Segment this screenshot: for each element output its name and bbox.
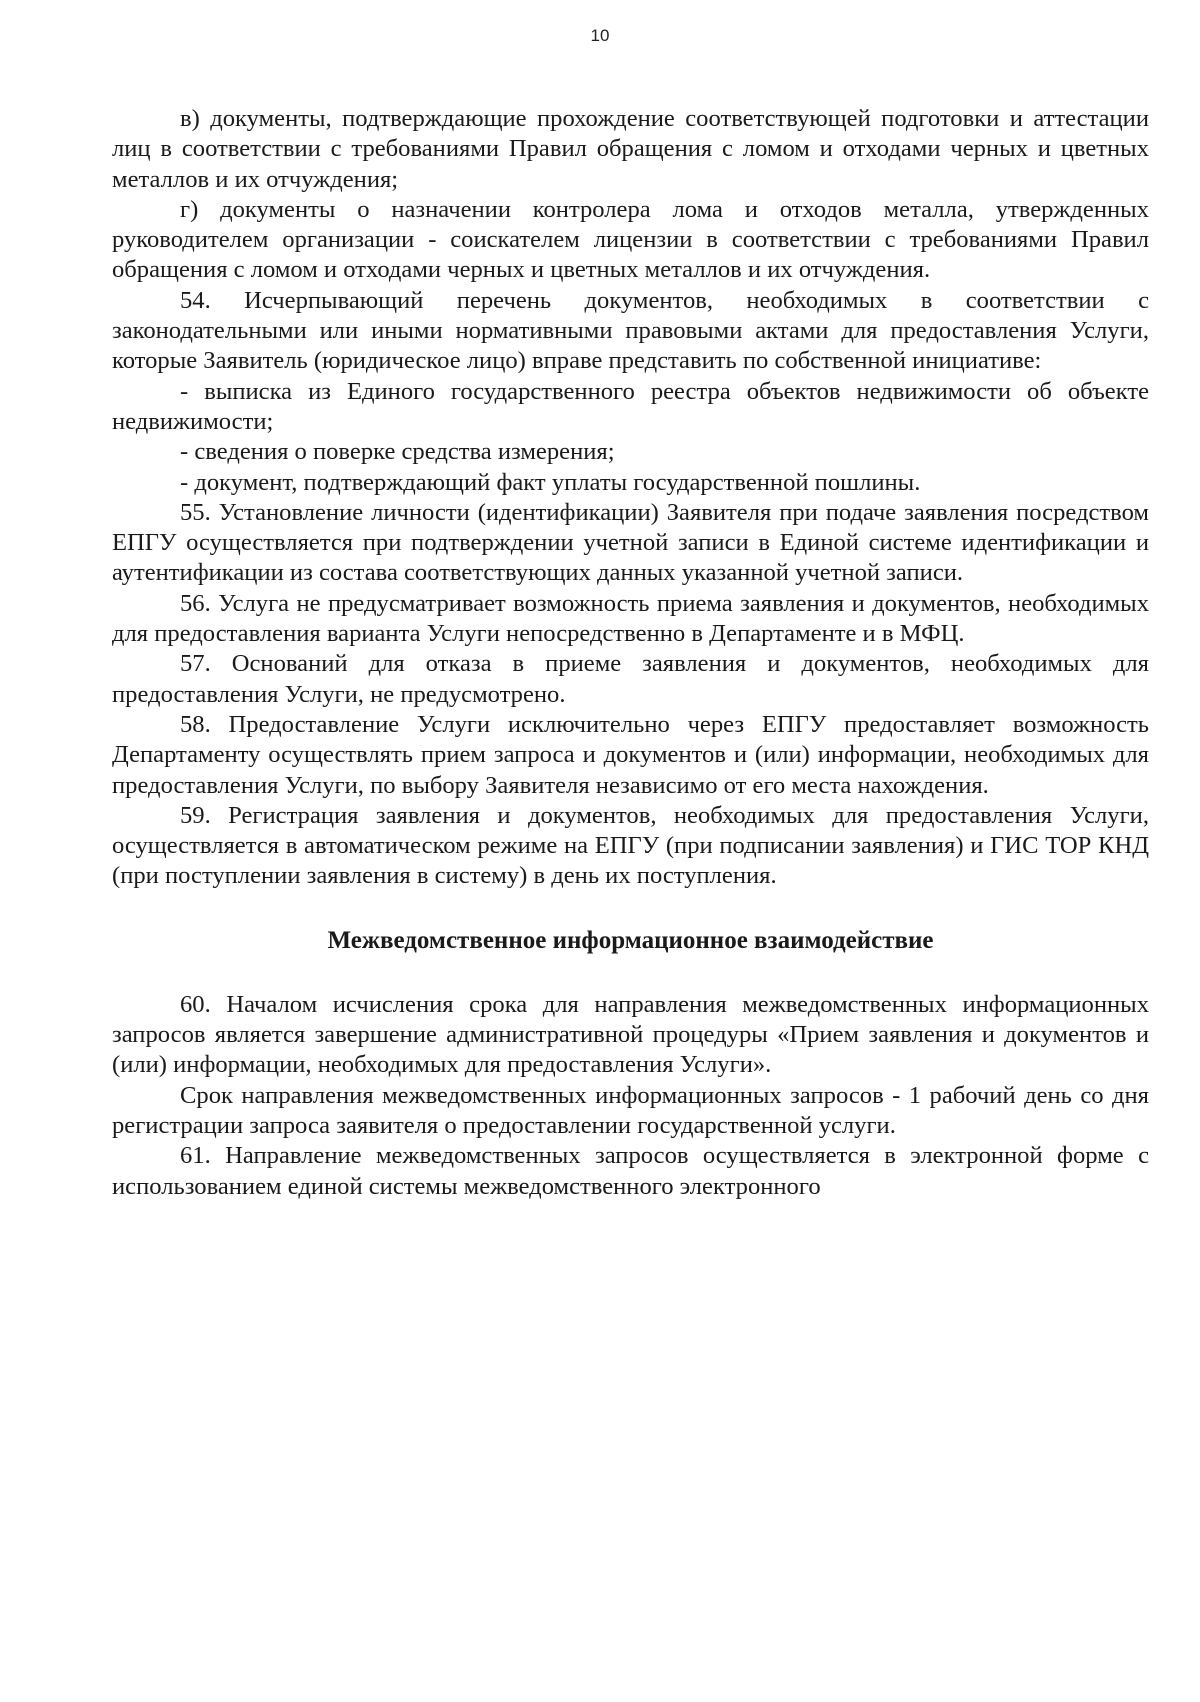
paragraph-58: 58. Предоставление Услуги исключительно через ЕПГУ предоставляет возможность Департаменту осуществлять прием запроса и документов и (или) информации, необходимых для предоставления Услуги, по выбору Заявителя независимо от его места нахождения. [112, 710, 1149, 799]
paragraph-59: 59. Регистрация заявления и документов, необходимых для предоставления Услуги, осуществляется в автоматическом режиме на ЕПГУ (при подписании заявления) и ГИС ТОР КНД (при поступлении заявления в систему) в день их поступления. [112, 801, 1149, 890]
paragraph-54: 54. Исчерпывающий перечень документов, необходимых в соответствии с законодательными или иными нормативными правовыми актами для предоставления Услуги, которые Заявитель (юридическое лицо) вправе представить по собственной инициативе: [112, 286, 1149, 375]
section-heading: Межведомственное информационное взаимодействие [327, 926, 934, 954]
paragraph-57: 57. Оснований для отказа в приеме заявления и документов, необходимых для предоставления Услуги, не предусмотрено. [112, 650, 1149, 708]
paragraph-request-deadline: Срок направления межведомственных информационных запросов - 1 рабочий день со дня регистрации запроса заявителя о предоставлении государственной услуги. [112, 1081, 1149, 1139]
paragraph-56: 56. Услуга не предусматривает возможность приема заявления и документов, необходимых для предоставления варианта Услуги непосредственно в Департаменте и в МФЦ. [112, 589, 1149, 648]
list-item-egrn-extract: - выписка из Единого государственного реестра объектов недвижимости об объекте недвижимости; [112, 377, 1149, 435]
list-item-fee-payment: - документ, подтверждающий факт уплаты государственной пошлины. [180, 468, 921, 496]
page-number: 10 [590, 26, 610, 45]
paragraph-item-v: в) документы, подтверждающие прохождение соответствующей подготовки и аттестации лиц в соответствии с требованиями Правил обращения с ломом и отходами черных и цветных металлов и их отчуждения; [112, 105, 1149, 193]
paragraph-55: 55. Установление личности (идентификации) Заявителя при подаче заявления посредством ЕПГУ осуществляется при подтверждении учетной записи в Единой системе идентификации и аутентификации из состава соответствующих данных указанной учетной записи. [112, 498, 1149, 587]
list-item-verification-info: - сведения о поверке средства измерения; [180, 438, 615, 466]
document-body [112, 104, 1149, 1202]
paragraph-item-g: г) документы о назначении контролера лома и отходов металла, утвержденных руководителем организации - соискателем лицензии в соответствии с требованиями Правил обращения с ломом и отходами черных и цветных металлов и их отчуждения. [112, 195, 1149, 284]
paragraph-60: 60. Началом исчисления срока для направления межведомственных информационных запросов является завершение административной процедуры «Прием заявления и документов и (или) информации, необходимых для предоставления Услуги». [112, 990, 1149, 1079]
paragraph-61: 61. Направление межведомственных запросов осуществляется в электронной форме с использованием единой системы межведомственного электронного [112, 1142, 1149, 1200]
